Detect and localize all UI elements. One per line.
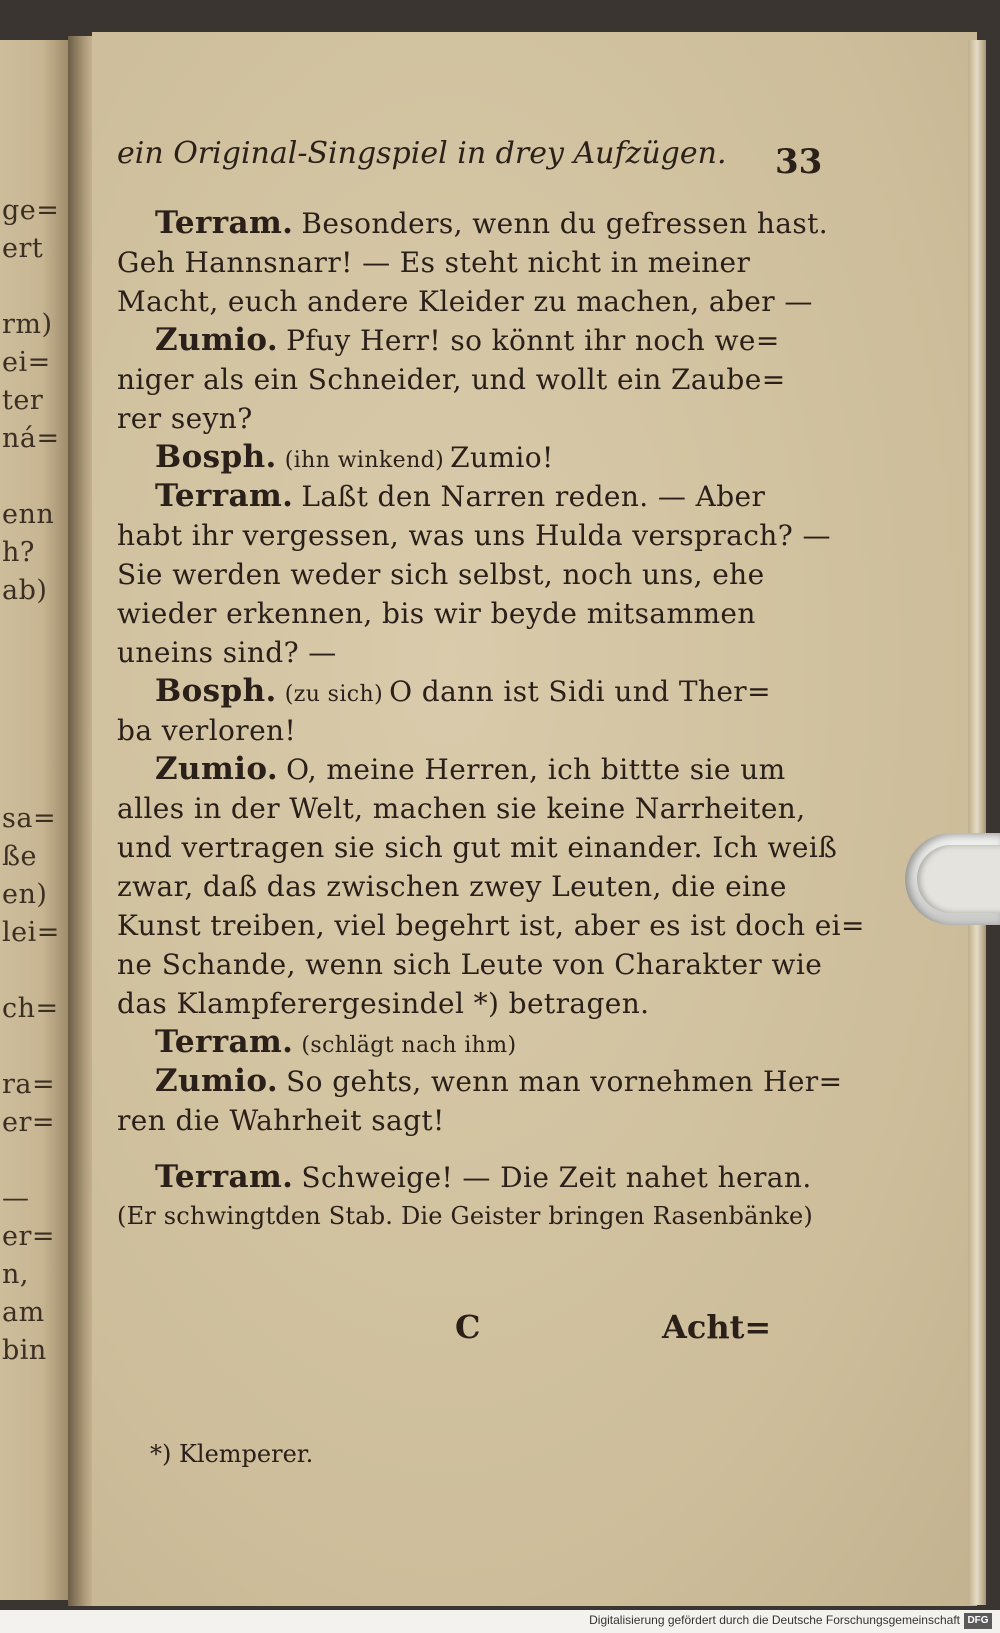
footer-bar xyxy=(0,1610,1000,1633)
text-line xyxy=(117,243,817,282)
left-page-fragment: ge= xyxy=(2,195,60,226)
line-text: ba verloren! xyxy=(117,714,297,747)
page-clip xyxy=(905,833,1000,925)
text-line xyxy=(117,633,817,672)
text-line xyxy=(117,1062,843,1101)
text-line xyxy=(117,750,817,789)
text-line xyxy=(117,828,838,867)
text-line xyxy=(117,477,817,516)
text-line xyxy=(117,1023,817,1062)
line-text: Laßt den Narren reden. — Aber xyxy=(301,480,766,513)
stage-direction: (zu sich) xyxy=(284,682,384,707)
text-line xyxy=(117,906,865,945)
line-text: (Er schwingtden Stab. Die Geister bringen Rasenbänke) xyxy=(117,1202,813,1230)
speaker-name: Terram. xyxy=(155,205,294,241)
text-line xyxy=(117,204,829,243)
catchword: Acht= xyxy=(662,1308,772,1346)
line-text: wieder erkennen, bis wir beyde mitsammen xyxy=(117,597,756,630)
left-page-fragment: sa= xyxy=(2,803,57,834)
left-page-fragment: — xyxy=(2,1183,30,1214)
stage-direction: (ihn winkend) xyxy=(284,448,445,473)
left-page-fragment: ert xyxy=(2,233,44,264)
text-line xyxy=(117,1158,817,1197)
left-page-fragment: rm) xyxy=(2,309,53,340)
line-text: Besonders, wenn du gefressen hast. xyxy=(301,207,829,240)
text-line xyxy=(117,1197,817,1236)
left-page-fragment: ra= xyxy=(2,1069,56,1100)
text-line xyxy=(117,360,817,399)
text-line xyxy=(117,321,817,360)
line-text: niger als ein Schneider, und wollt ein Zaube= xyxy=(117,363,786,396)
line-text: alles in der Welt, machen sie keine Narrheiten, xyxy=(117,792,806,825)
speaker-name: Bosph. xyxy=(155,673,277,709)
line-text: Pfuy Herr! so könnt ihr noch we= xyxy=(286,324,780,357)
speaker-name: Zumio. xyxy=(155,322,279,358)
dfg-logo: DFG xyxy=(964,1613,992,1629)
running-header: ein Original-Singspiel in drey Aufzügen. xyxy=(117,136,727,171)
line-text: Zumio! xyxy=(450,441,554,474)
text-line xyxy=(117,789,817,828)
text-line xyxy=(117,1101,817,1140)
speaker-name: Terram. xyxy=(155,1024,294,1060)
left-page-fragment: ch= xyxy=(2,993,59,1024)
left-page-fragment: h? xyxy=(2,537,35,568)
signature-mark: C xyxy=(455,1308,481,1346)
book-gutter xyxy=(68,36,94,1606)
text-line xyxy=(117,516,831,555)
left-page-fragment: er= xyxy=(2,1221,56,1252)
text-line xyxy=(117,672,817,711)
footer-credit: Digitalisierung gefördert durch die Deutsche Forschungsgemeinschaft xyxy=(589,1613,960,1627)
text-line xyxy=(117,984,817,1023)
line-text: und vertragen sie sich gut mit einander. Ich weiß xyxy=(117,831,838,864)
page-edge xyxy=(968,40,986,1605)
text-line xyxy=(117,945,823,984)
left-page-fragment: ter xyxy=(2,385,44,416)
left-page-fragment: am xyxy=(2,1297,45,1328)
stage-direction: (schlägt nach ihm) xyxy=(301,1033,517,1058)
footnote: *) Klemperer. xyxy=(150,1440,314,1468)
line-text: habt ihr vergessen, was uns Hulda versprach? — xyxy=(117,519,831,552)
line-text: ren die Wahrheit sagt! xyxy=(117,1104,445,1137)
left-page-fragment: ná= xyxy=(2,423,60,454)
line-text: Sie werden weder sich selbst, noch uns, ehe xyxy=(117,558,765,591)
line-text: O, meine Herren, ich bittte sie um xyxy=(286,753,786,786)
left-page-fragment: en) xyxy=(2,879,48,910)
text-line xyxy=(117,711,817,750)
left-page-fragment: ei= xyxy=(2,347,51,378)
text-line xyxy=(117,594,817,633)
left-page-fragment: lei= xyxy=(2,917,60,948)
speaker-name: Terram. xyxy=(155,478,294,514)
page-number: 33 xyxy=(775,142,823,182)
left-page-fragment: ße xyxy=(2,841,38,872)
line-text: zwar, daß das zwischen zwey Leuten, die eine xyxy=(117,870,787,903)
speaker-name: Zumio. xyxy=(155,751,279,787)
text-line xyxy=(117,555,817,594)
line-text: Kunst treiben, viel begehrt ist, aber es ist doch ei= xyxy=(117,909,865,942)
line-text: Schweige! — Die Zeit nahet heran. xyxy=(301,1161,812,1194)
speaker-name: Terram. xyxy=(155,1159,294,1195)
line-text: So gehts, wenn man vornehmen Her= xyxy=(286,1065,843,1098)
left-page-fragment: n, xyxy=(2,1259,29,1290)
speaker-name: Zumio. xyxy=(155,1063,279,1099)
line-text: ne Schande, wenn sich Leute von Charakter wie xyxy=(117,948,823,981)
text-line xyxy=(117,438,817,477)
text-line xyxy=(117,282,817,321)
left-page-fragment: ab) xyxy=(2,575,48,606)
line-text: O dann ist Sidi und Ther= xyxy=(389,675,771,708)
line-text: uneins sind? — xyxy=(117,636,337,669)
line-text: das Klampferergesindel *) betragen. xyxy=(117,987,650,1020)
line-text: Geh Hannsnarr! — Es steht nicht in meiner xyxy=(117,246,751,279)
left-page-fragment: enn xyxy=(2,499,55,530)
page-clip-inner xyxy=(917,845,1000,913)
left-page-fragment: er= xyxy=(2,1107,56,1138)
page-text xyxy=(117,204,865,1236)
text-line xyxy=(117,399,817,438)
left-page-edge xyxy=(0,40,70,1600)
line-text: Macht, euch andere Kleider zu machen, aber — xyxy=(117,285,813,318)
speaker-name: Bosph. xyxy=(155,439,277,475)
line-text: rer seyn? xyxy=(117,402,253,435)
left-page-fragment: bin xyxy=(2,1335,47,1366)
text-line xyxy=(117,867,817,906)
